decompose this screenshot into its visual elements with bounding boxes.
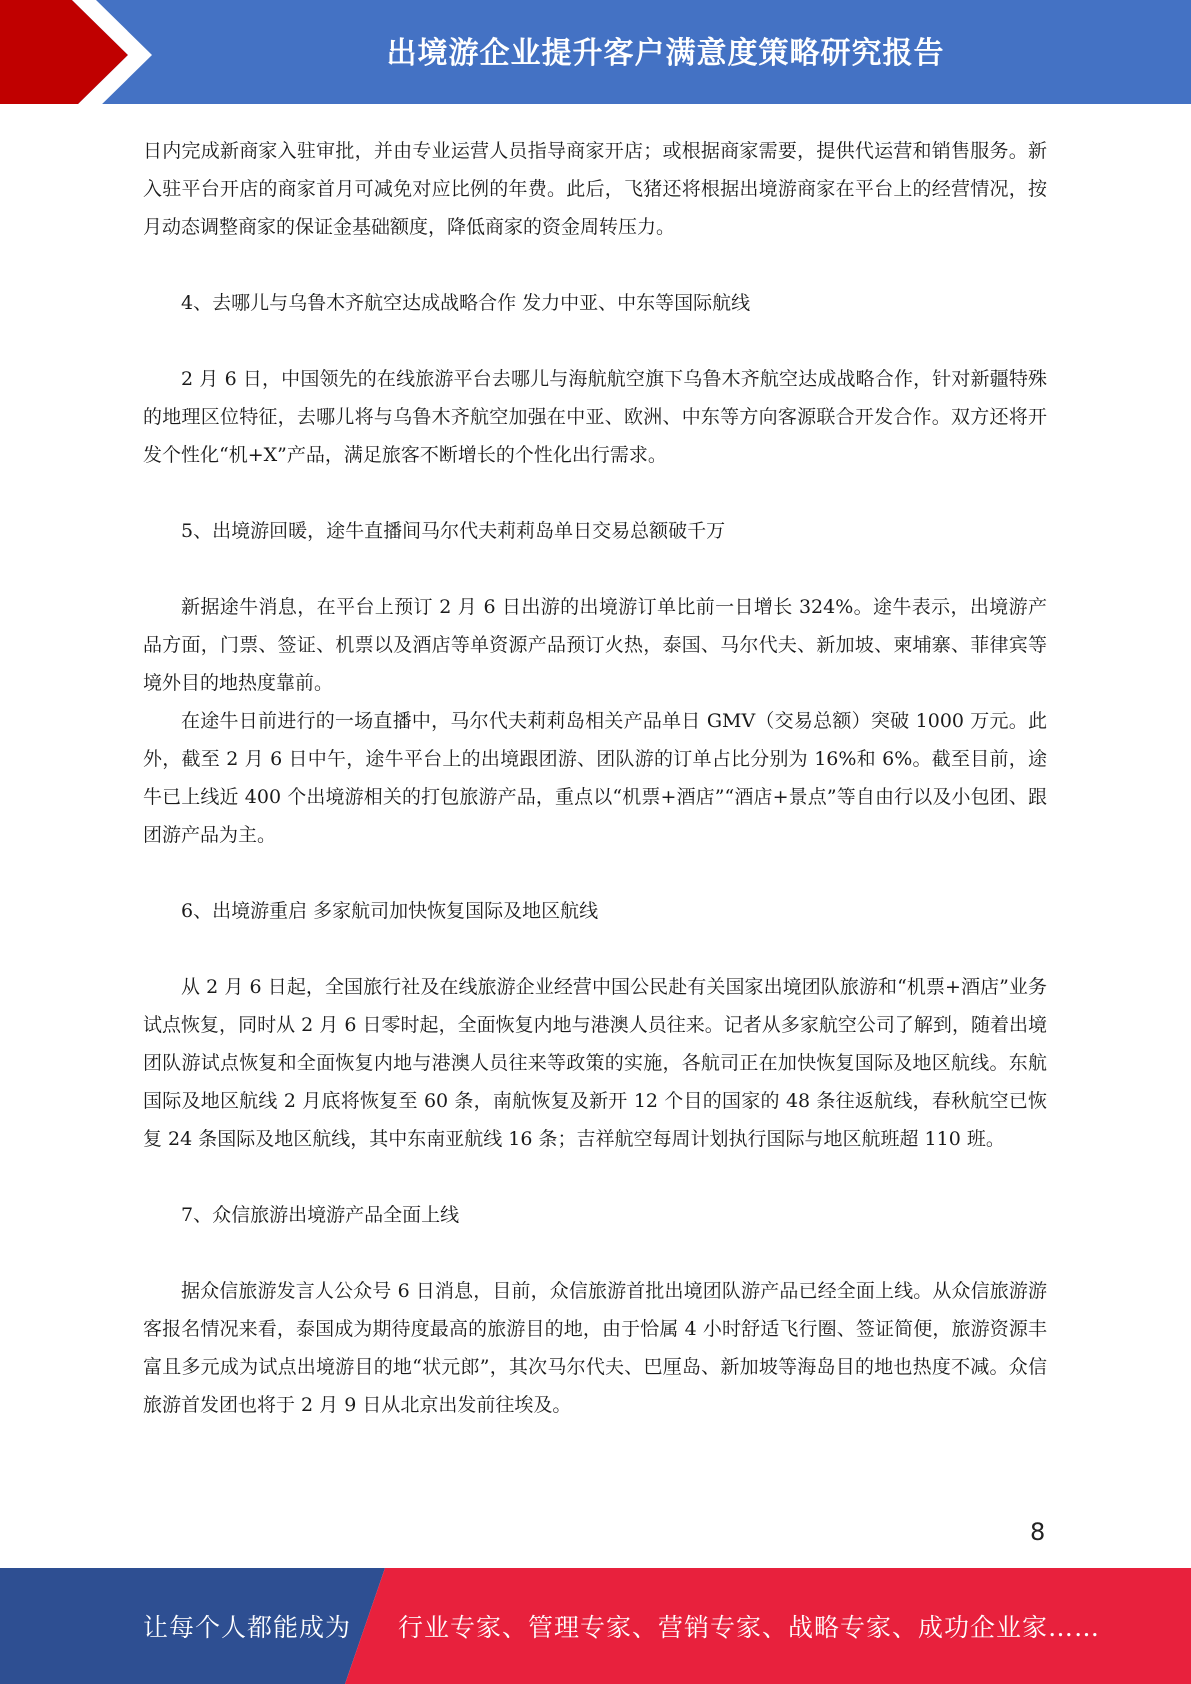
paragraph-utour: 据众信旅游发言人公众号 6 日消息，目前，众信旅游首批出境团队游产品已经全面上线。从众信旅游游客报名情况来看，泰国成为期待度最高的旅游目的地，由于恰属 4 小时舒适飞行圈、签证简便，旅游资源丰富且多元成为试点出境游目的地“状元郎”，其次马尔代夫、巴厘岛、新加坡等海岛目的地也热度不减。众信旅游首发团也将于 2 月 9 日从北京出发前往埃及。	[143, 1280, 1047, 1416]
section-heading-4: 4、去哪儿与乌鲁木齐航空达成战略合作 发力中亚、中东等国际航线	[181, 292, 751, 314]
footer-slogan-right: 行业专家、管理专家、营销专家、战略专家、成功企业家……	[398, 1613, 1101, 1642]
page-footer	[0, 1568, 1191, 1684]
paragraph-qunar: 2 月 6 日，中国领先的在线旅游平台去哪儿与海航航空旗下乌鲁木齐航空达成战略合作，针对新疆特殊的地理区位特征，去哪儿将与乌鲁木齐航空加强在中亚、欧洲、中东等方向客源联合开发合作。双方还将开发个性化“机+X”产品，满足旅客不断增长的个性化出行需求。	[143, 368, 1047, 466]
paragraph-tuniu-orders: 新据途牛消息，在平台上预订 2 月 6 日出游的出境游订单比前一日增长 324%。途牛表示，出境游产品方面，门票、签证、机票以及酒店等单资源产品预订火热，泰国、马尔代夫、新加坡、柬埔寨、菲律宾等境外目的地热度靠前。	[143, 596, 1047, 694]
section-heading-7: 7、众信旅游出境游产品全面上线	[181, 1204, 460, 1226]
document-title: 出境游企业提升客户满意度策略研究报告	[386, 36, 945, 71]
page-number: 8	[1030, 1518, 1046, 1546]
paragraph-airlines: 从 2 月 6 日起，全国旅行社及在线旅游企业经营中国公民赴有关国家出境团队旅游和“机票+酒店”业务试点恢复，同时从 2 月 6 日零时起，全面恢复内地与港澳人员往来。记者从多家航空公司了解到，随着出境团队游试点恢复和全面恢复内地与港澳人员往来等政策的实施，各航司正在加快恢复国际及地区航线。东航国际及地区航线 2 月底将恢复至 60 条，南航恢复及新开 12 个目的国家的 48 条往返航线，春秋航空已恢复 24 条国际及地区航线，其中东南亚航线 16 条；吉祥航空每周计划执行国际与地区航班超 110 班。	[143, 976, 1048, 1150]
page-header	[0, 0, 1191, 110]
section-heading-5: 5、出境游回暖，途牛直播间马尔代夫莉莉岛单日交易总额破千万	[181, 520, 726, 542]
paragraph-tuniu-livestream: 在途牛日前进行的一场直播中，马尔代夫莉莉岛相关产品单日 GMV（交易总额）突破 1000 万元。此外，截至 2 月 6 日中午，途牛平台上的出境跟团游、团队游的订单占比分别为 16%和 6%。截至目前，途牛已上线近 400 个出境游相关的打包旅游产品，重点以“机票+酒店”“酒店+景点”等自由行以及小包团、跟团游产品为主。	[143, 710, 1047, 846]
paragraph-continued: 日内完成新商家入驻审批，并由专业运营人员指导商家开店；或根据商家需要，提供代运营和销售服务。新入驻平台开店的商家首月可减免对应比例的年费。此后，飞猪还将根据出境游商家在平台上的经营情况，按月动态调整商家的保证金基础额度，降低商家的资金周转压力。	[143, 140, 1047, 238]
footer-slogan-left: 让每个人都能成为	[143, 1613, 352, 1642]
section-heading-6: 6、出境游重启 多家航司加快恢复国际及地区航线	[181, 900, 599, 922]
document-body	[143, 132, 1047, 1424]
